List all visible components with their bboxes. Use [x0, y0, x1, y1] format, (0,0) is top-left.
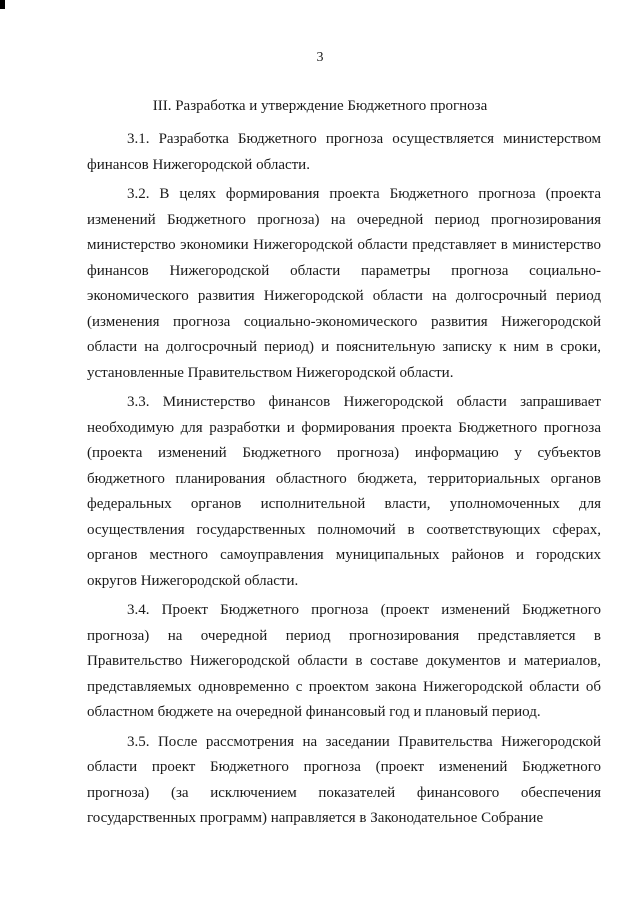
- scan-edge-mark: [0, 0, 5, 9]
- page-number: 3: [316, 50, 324, 65]
- paragraph-3-3: 3.3. Министерство финансов Нижегородской области запрашивает необходимую для разработки и формирования проекта Бюджетного прогноза (проекта изменений Бюджетного прогноза) информацию у субъектов бюджетного планирования областного бюджета, территориальных органов федеральных органов исполнительной власти, уполномоченных для осуществления государственных полномочий в соответствующих сферах, органов местного самоуправления муниципальных районов и городских округов Нижегородской области.: [87, 394, 601, 589]
- paragraph-3-2: 3.2. В целях формирования проекта Бюджетного прогноза (проекта изменений Бюджетного прогноза) на очередной период прогнозирования министерство экономики Нижегородской области представляет в министерство финансов Нижегородской области параметры прогноза социально-экономического развития Нижегородской области на долгосрочный период (изменения прогноза социально-экономического развития Нижегородской области на долгосрочный период) и пояснительную записку к ним в сроки, установленные Правительством Нижегородской области.: [87, 186, 601, 381]
- section-heading: III. Разработка и утверждение Бюджетного прогноза: [152, 98, 488, 114]
- document-body: [87, 127, 601, 836]
- paragraph-3-5: 3.5. После рассмотрения на заседании Правительства Нижегородской области проект Бюджетного прогноза (проект изменений Бюджетного прогноза) (за исключением показателей финансового обеспечения государственных программ) направляется в Законодательное Собрание: [87, 733, 601, 826]
- paragraph-3-4: 3.4. Проект Бюджетного прогноза (проект изменений Бюджетного прогноза) на очередной период прогнозирования представляется в Правительство Нижегородской области в составе документов и материалов, представляемых одновременно с проектом закона Нижегородской области об областном бюджете на очередной финансовый год и плановый период.: [87, 602, 601, 720]
- paragraph-3-1: 3.1. Разработка Бюджетного прогноза осуществляется министерством финансов Нижегородской области.: [87, 131, 601, 173]
